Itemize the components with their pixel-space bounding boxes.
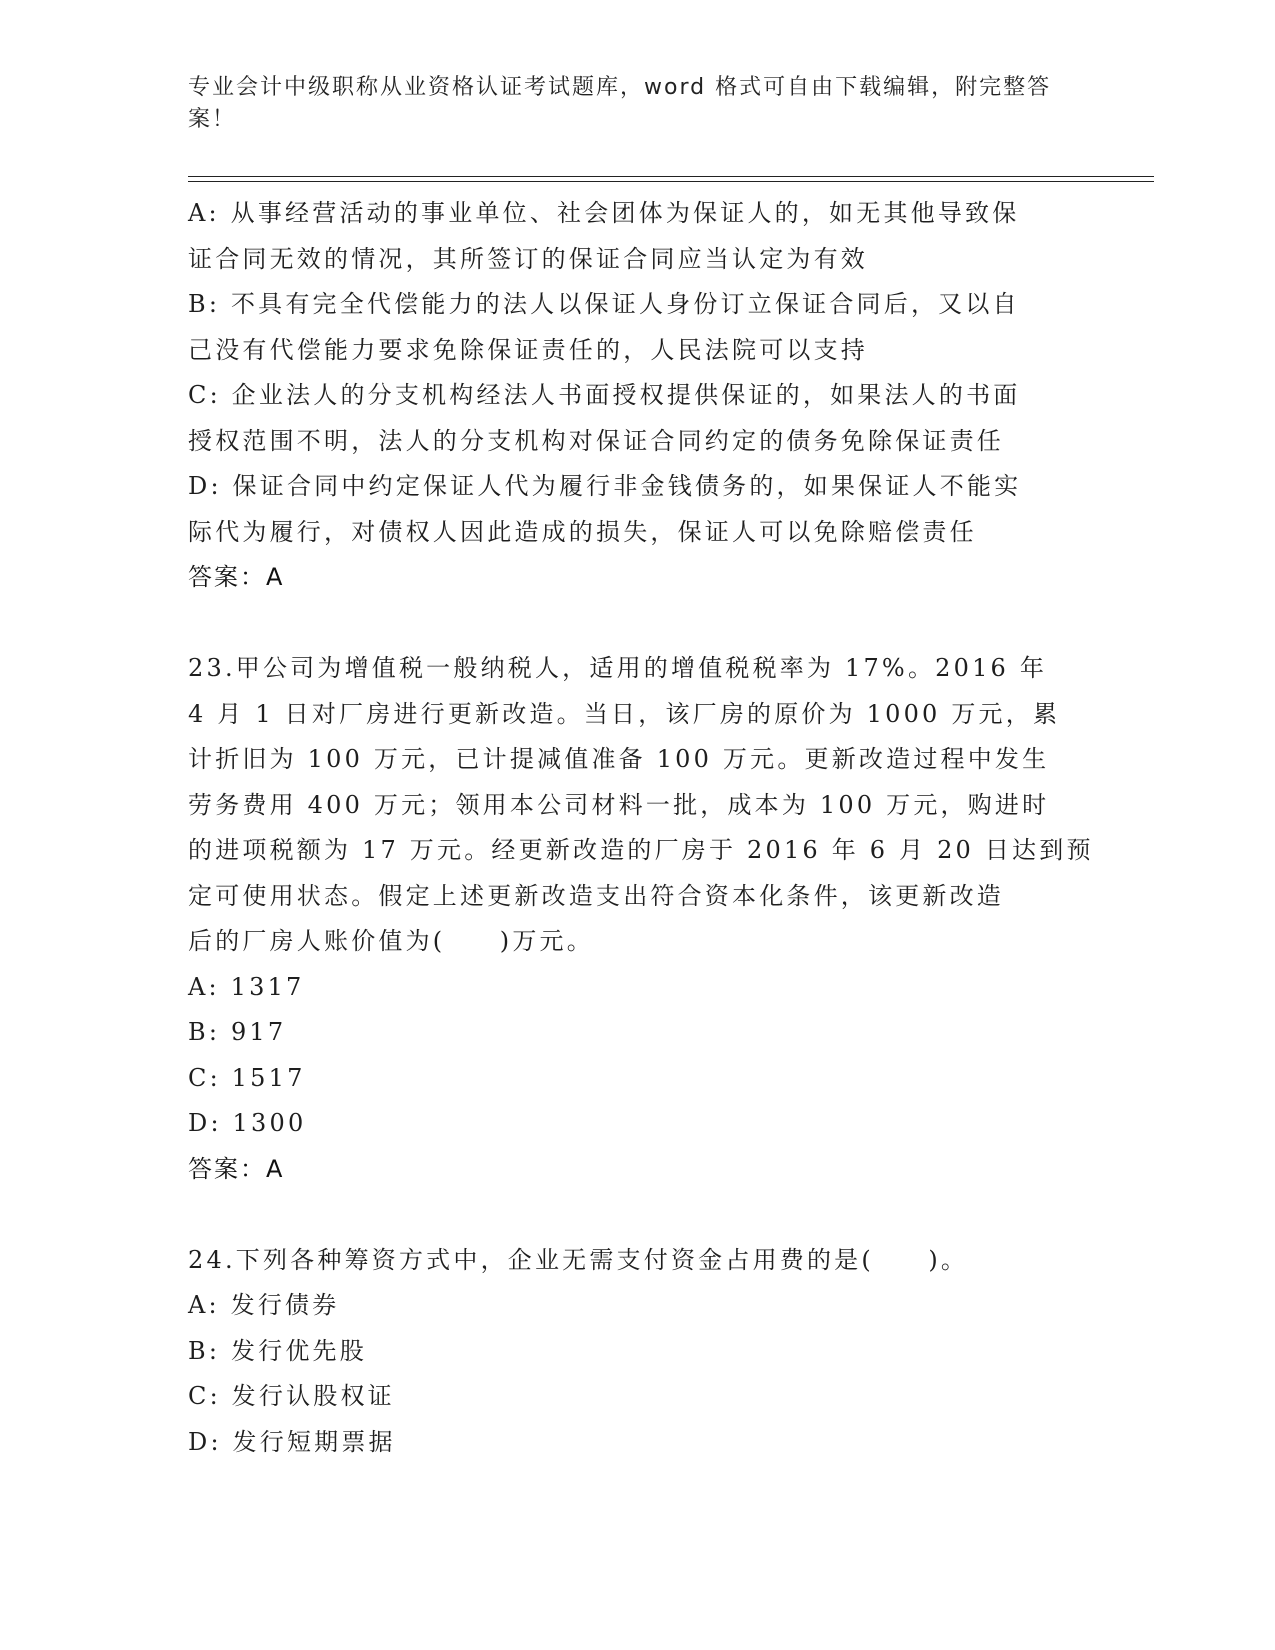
- question-22: [188, 191, 1068, 601]
- q24-option-b: B: 发行优先股: [188, 1336, 367, 1365]
- q23-stem-line-4: 劳务费用 400 万元；领用本公司材料一批，成本为 100 万元，购进时: [188, 790, 1050, 819]
- q23-stem-line-2: 4 月 1 日对厂房进行更新改造。当日，该厂房的原价为 1000 万元，累: [188, 699, 1061, 728]
- q23-stem-line-1: 23.甲公司为增值税一般纳税人，适用的增值税税率为 17%。2016 年: [188, 654, 1048, 682]
- q22-option-a-line-2: 证合同无效的情况，其所签订的保证合同应当认定为有效: [188, 244, 868, 273]
- header-divider-top: [188, 176, 1154, 177]
- q23-option-d: D: 1300: [188, 1109, 307, 1137]
- q22-option-c-line-2: 授权范围不明，法人的分支机构对保证合同约定的债务免除保证责任: [188, 426, 1004, 455]
- q23-option-a: A: 1317: [188, 972, 305, 1001]
- q23-stem-line-7: 后的厂房人账价值为( )万元。: [188, 927, 594, 955]
- q23-stem-line-6: 定可使用状态。假定上述更新改造支出符合资本化条件，该更新改造: [188, 881, 1004, 910]
- header-divider-bottom: [188, 181, 1154, 182]
- q23-stem-line-5: 的进项税额为 17 万元。经更新改造的厂房于 2016 年 6 月 20 日达到预: [188, 836, 1094, 864]
- header-line-1: 专业会计中级职称从业资格认证考试题库，word 格式可自由下载编辑，附完整答: [188, 75, 1052, 100]
- q23-option-b: B: 917: [188, 1018, 287, 1046]
- q23-stem-line-3: 计折旧为 100 万元，已计提减值准备 100 万元。更新改造过程中发生: [188, 745, 1050, 773]
- q23-answer: 答案：A: [188, 1154, 285, 1183]
- header-line-2: 案！: [188, 107, 237, 132]
- q22-option-c-line-1: C: 企业法人的分支机构经法人书面授权提供保证的，如果法人的书面: [188, 381, 1021, 409]
- document-header: [188, 72, 1068, 136]
- question-23: [188, 646, 1094, 1192]
- question-24: [188, 1238, 1068, 1466]
- spacer: [188, 601, 1068, 647]
- q24-option-d: D: 发行短期票据: [188, 1427, 396, 1456]
- q22-option-d-line-2: 际代为履行，对债权人因此造成的损失，保证人可以免除赔偿责任: [188, 517, 977, 546]
- q23-option-c: C: 1517: [188, 1063, 306, 1092]
- q22-option-b-line-1: B: 不具有完全代偿能力的法人以保证人身份订立保证合同后，又以自: [188, 290, 1020, 318]
- q24-option-c: C: 发行认股权证: [188, 1382, 395, 1410]
- q22-option-a-line-1: A: 从事经营活动的事业单位、社会团体为保证人的，如无其他导致保: [188, 199, 1020, 227]
- q22-option-d-line-1: D: 保证合同中约定保证人代为履行非金钱债务的，如果保证人不能实: [188, 472, 1022, 500]
- q24-stem-line-1: 24.下列各种筹资方式中，企业无需支付资金占用费的是( )。: [188, 1245, 969, 1274]
- spacer: [188, 1192, 1068, 1238]
- q22-option-b-line-2: 己没有代偿能力要求免除保证责任的，人民法院可以支持: [188, 335, 868, 364]
- q22-answer: 答案：A: [188, 563, 285, 591]
- q24-option-a: A: 发行债券: [188, 1291, 340, 1319]
- question-content: [188, 191, 1094, 1465]
